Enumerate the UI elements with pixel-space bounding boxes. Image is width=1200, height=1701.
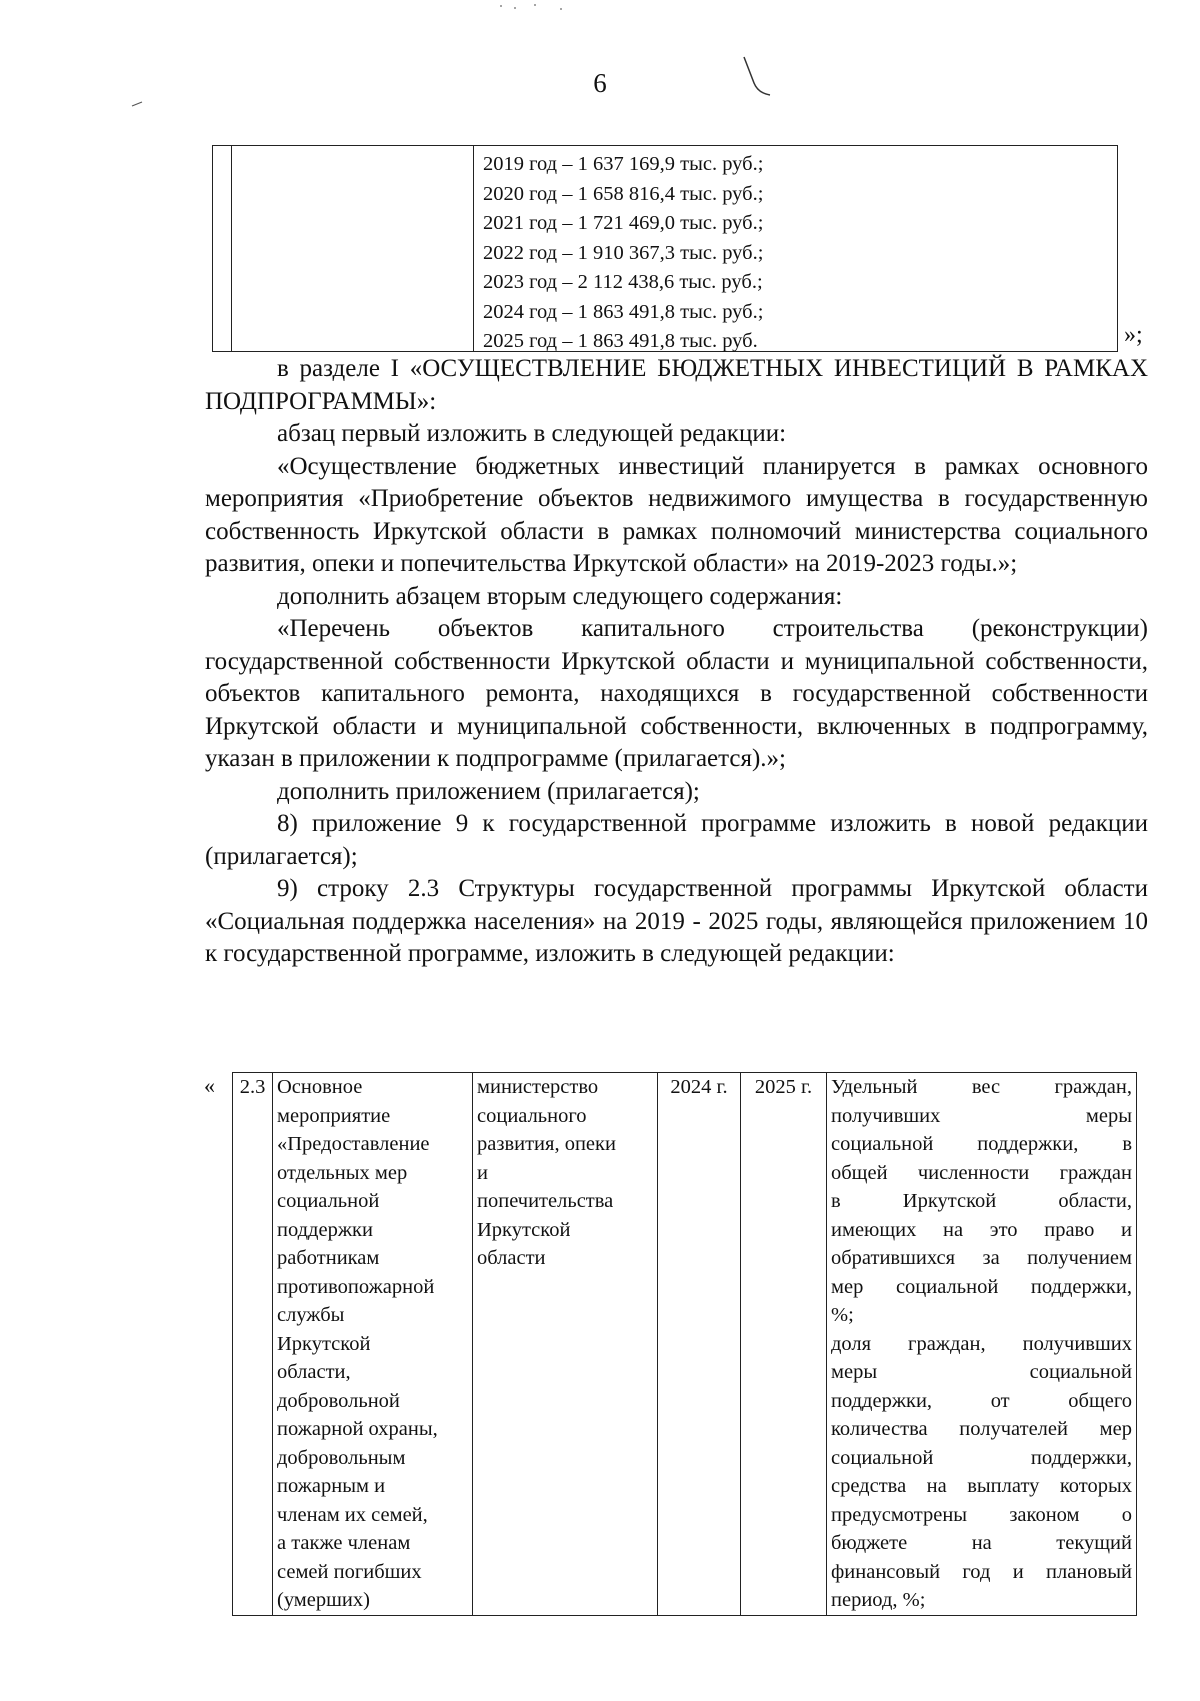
event-line: добровольным (277, 1446, 406, 1469)
indicator-line: доля граждан, получивших (831, 1332, 1132, 1355)
event-line: а также членам (277, 1532, 411, 1554)
funding-years-list (483, 150, 763, 357)
event-line: поддержки (277, 1218, 373, 1241)
funding-line: 2022 год – 1 910 367,3 тыс. руб.; (483, 241, 764, 264)
event-line: работникам (277, 1247, 380, 1269)
event-line: пожарной охраны, (277, 1418, 438, 1440)
executor-line: и (477, 1161, 488, 1184)
paragraph-item-8: 8) приложение 9 к государственной программе изложить в новой редакции (прилагается); (205, 810, 1148, 870)
executor-line: министерство (477, 1076, 599, 1098)
funding-table-divider (231, 146, 232, 351)
funding-line: 2021 год – 1 721 469,0 тыс. руб.; (483, 212, 764, 234)
executor-line: Иркутской (477, 1218, 571, 1241)
event-line: мероприятие (277, 1104, 391, 1127)
indicator-line: меры социальной (831, 1361, 1132, 1383)
paragraph-section-heading: в разделе I «ОСУЩЕСТВЛЕНИЕ БЮДЖЕТНЫХ ИНВЕСТИЦИЙ В РАМКАХ ПОДПРОГРАММЫ»: (205, 355, 1148, 415)
indicator-line: обратившихся за получением (831, 1247, 1132, 1269)
scan-dash-mark (130, 100, 146, 108)
event-line: членам их семей, (277, 1503, 428, 1526)
paragraph-first-abzac: абзац первый изложить в следующей редакции: (277, 420, 787, 447)
funding-table (212, 145, 1118, 352)
indicator-line: социальной поддержки, (831, 1446, 1132, 1469)
executor-line: развития, опеки (477, 1133, 616, 1155)
paragraph-objects-list: «Перечень объектов капитального строительства (реконструкции) государственной собственности Иркутской области и муниципальной собственности, объектов капитального ремонта, находящихся в государственной собственности Иркутской области и муниципальной собственности, включенных в подпрограмму, указан в приложении к подпрограмме (прилагается).»; (205, 615, 1148, 772)
indicator-line: получивших меры (831, 1104, 1132, 1127)
indicator-line: финансовый год и плановый (831, 1560, 1132, 1583)
indicator-line: предусмотрены законом о (831, 1503, 1132, 1526)
funding-close-quote: »; (1124, 322, 1143, 348)
indicator-line: бюджете на текущий (831, 1532, 1132, 1554)
row-number-cell: 2.3 (233, 1073, 273, 1616)
event-line: отдельных мер (277, 1161, 408, 1184)
indicator-line: общей численности граждан (831, 1161, 1132, 1184)
executor-line: социального (477, 1104, 587, 1127)
event-line: Основное (277, 1076, 363, 1098)
event-line: службы (277, 1304, 345, 1326)
event-line: противопожарной (277, 1275, 435, 1298)
event-line: (умерших) (277, 1589, 370, 1611)
structure-open-quote: « (204, 1073, 215, 1098)
executor-line: области (477, 1247, 546, 1269)
event-line: социальной (277, 1190, 380, 1212)
scan-dots-mark (495, 2, 575, 14)
indicator-line: имеющих на это право и (831, 1218, 1132, 1241)
scan-stroke-mark (740, 55, 780, 100)
funding-line: 2024 год – 1 863 491,8 тыс. руб.; (483, 300, 764, 323)
indicator-line: количества получателей мер (831, 1418, 1132, 1440)
event-line: пожарным и (277, 1475, 386, 1497)
paragraph-second-abzac: дополнить абзацем вторым следующего содержания: (277, 582, 843, 610)
funding-line: 2020 год – 1 658 816,4 тыс. руб.; (483, 182, 764, 205)
body-text (205, 353, 1148, 971)
event-line: «Предоставление (277, 1133, 430, 1155)
paragraph-add-appendix: дополнить приложением (прилагается); (277, 777, 700, 805)
structure-table (232, 1072, 1137, 1616)
indicator-line: период, %; (831, 1589, 926, 1611)
event-line: добровольной (277, 1389, 400, 1412)
indicator-line: Удельный вес граждан, (831, 1076, 1132, 1098)
executor-cell (473, 1073, 658, 1616)
funding-line: 2023 год – 2 112 438,6 тыс. руб.; (483, 271, 763, 293)
funding-line: 2019 год – 1 637 169,9 тыс. руб.; (483, 153, 764, 175)
indicator-line: социальной поддержки, в (831, 1133, 1132, 1155)
indicator-line: средства на выплату которых (831, 1475, 1132, 1497)
start-year-cell: 2024 г. (658, 1073, 741, 1616)
paragraph-investments: «Осуществление бюджетных инвестиций планируется в рамках основного мероприятия «Приобретение объектов недвижимого имущества в государственную собственность Иркутской области в рамках полномочий министерства социального развития, опеки и попечительства Иркутской области» на 2019-2023 годы.»; (205, 452, 1148, 577)
indicator-line: %; (831, 1304, 854, 1326)
executor-line: попечительства (477, 1190, 614, 1212)
funding-table-divider (473, 146, 474, 351)
indicator-line: в Иркутской области, (831, 1190, 1132, 1212)
paragraph-item-9: 9) строку 2.3 Структуры государственной программы Иркутской области «Социальная поддержка населения» на 2019 - 2025 годы, являющейся приложением 10 к государственной программе, изложить в следующей редакции: (205, 875, 1148, 967)
indicators-cell (827, 1073, 1137, 1616)
event-line: семей погибших (277, 1560, 422, 1583)
funding-line: 2025 год – 1 863 491,8 тыс. руб. (483, 330, 758, 352)
end-year-cell: 2025 г. (741, 1073, 827, 1616)
event-line: Иркутской (277, 1332, 371, 1355)
indicator-line: поддержки, от общего (831, 1389, 1132, 1412)
table-row (233, 1073, 1137, 1616)
page-number: 6 (593, 68, 607, 98)
event-line: области, (277, 1361, 351, 1383)
event-name-cell (273, 1073, 473, 1616)
indicator-line: мер социальной поддержки, (831, 1275, 1132, 1298)
